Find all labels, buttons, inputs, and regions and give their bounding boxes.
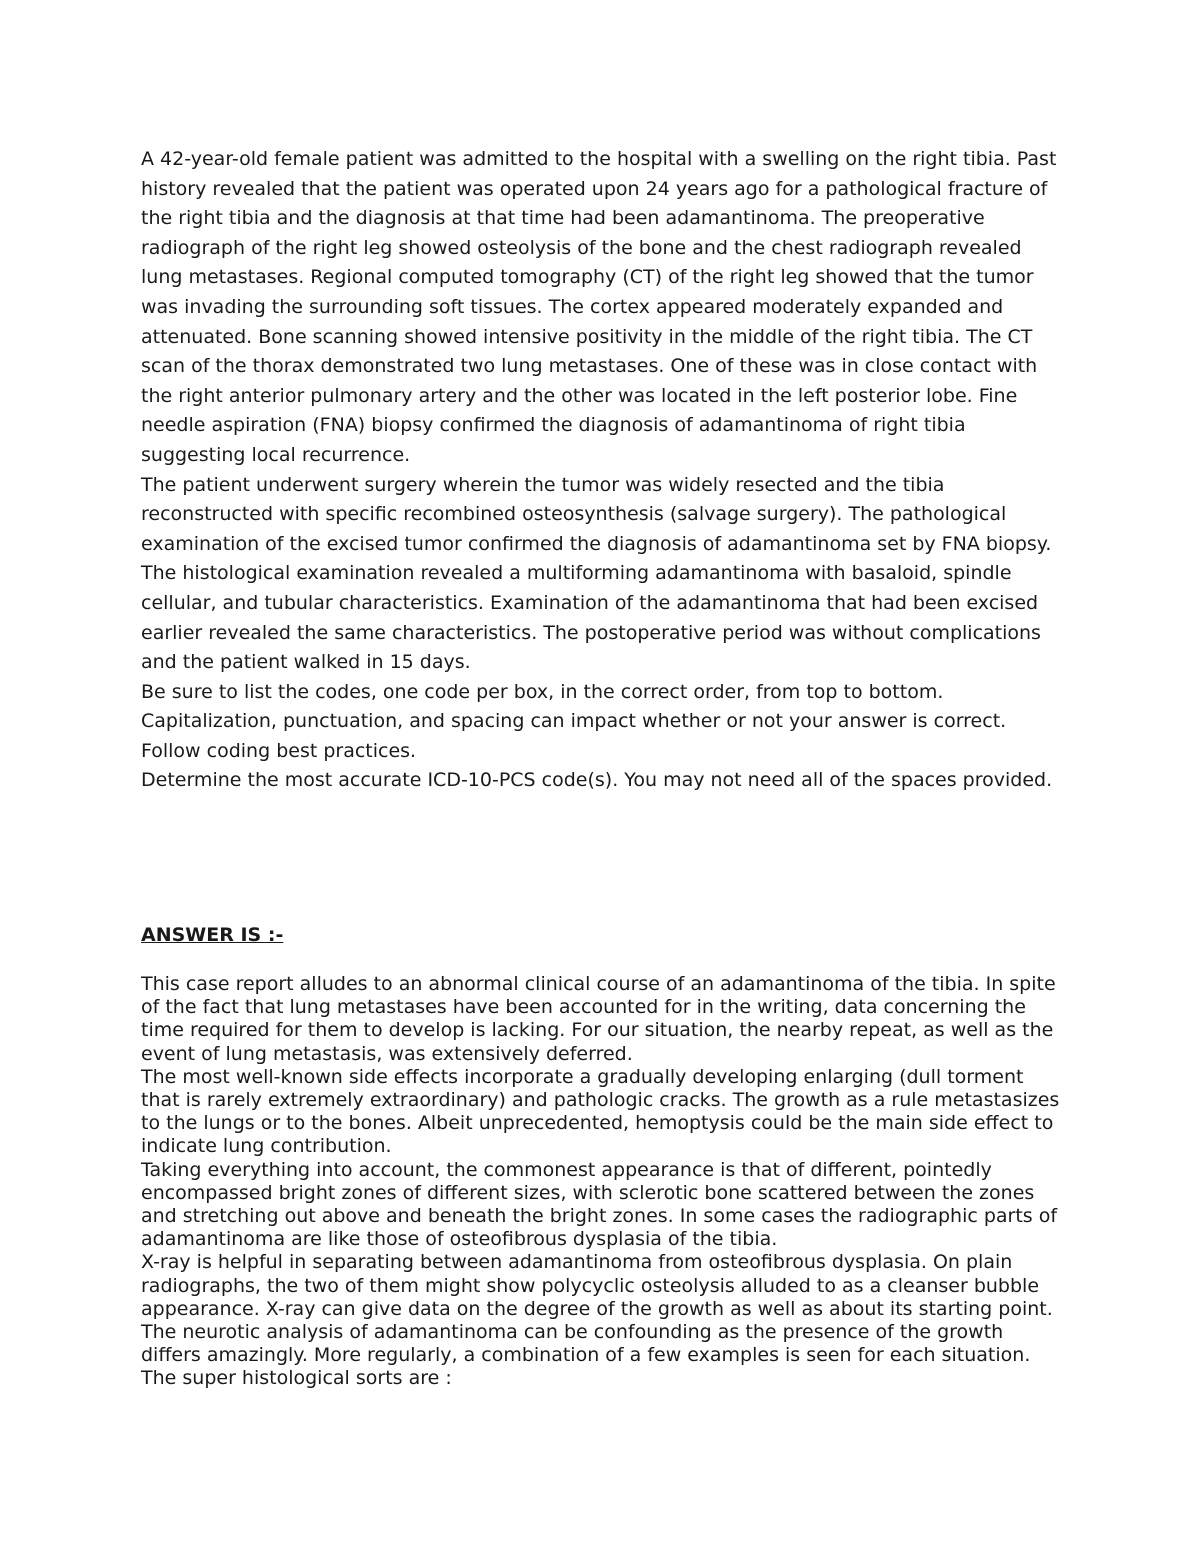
- answer-paragraph: The super histological sorts are :: [141, 1367, 452, 1390]
- question-paragraph-task: Determine the most accurate ICD-10-PCS code(s). You may not need all of the spaces provided.: [141, 769, 1053, 792]
- answer-paragraph: The neurotic analysis of adamantinoma can be confounding as the presence of the growth differs amazingly. More regularly, a combination of a few examples is seen for each situation.: [141, 1321, 1031, 1367]
- answer-paragraph: Taking everything into account, the commonest appearance is that of different, pointedly encompassed bright zones of different sizes, with sclerotic bone scattered between the zones and stretching out above and beneath the bright zones. In some cases the radiographic parts of adamantinoma are like those of osteofibrous dysplasia of the tibia.: [141, 1158, 1058, 1251]
- answer-paragraph: X-ray is helpful in separating between adamantinoma from osteofibrous dysplasia. On plain radiographs, the two of them might show polycyclic osteolysis alluded to as a cleanser bubble appearance. X-ray can give data on the degree of the growth as well as about its starting point.: [141, 1251, 1053, 1320]
- answer-paragraph: This case report alludes to an abnormal clinical course of an adamantinoma of the tibia. In spite of the fact that lung metastases have been accounted for in the writing, data concerning the time required for them to develop is lacking. For our situation, the nearby repeat, as well as the event of lung metastasis, was extensively deferred.: [141, 973, 1056, 1065]
- question-paragraph-case: A 42-year-old female patient was admitted to the hospital with a swelling on the right tibia. Past history revealed that the patient was operated upon 24 years ago for a pathological fracture of the right tibia and the diagnosis at that time had been adamantinoma. The preoperative radiograph of the right leg showed osteolysis of the bone and the chest radiograph revealed lung metastases. Regional computed tomography (CT) of the right leg showed that the tumor was invading the surrounding soft tissues. The cortex appeared moderately expanded and attenuated. Bone scanning showed intensive positivity in the middle of the right tibia. The CT scan of the thorax demonstrated two lung metastases. One of these was in close contact with the right anterior pulmonary artery and the other was located in the left posterior lobe. Fine needle aspiration (FNA) biopsy confirmed the diagnosis of adamantinoma of right tibia suggesting local recurrence.: [141, 148, 1057, 466]
- answer-text: [141, 973, 1066, 1391]
- question-paragraph-surgery: The patient underwent surgery wherein the tumor was widely resected and the tibia reconstructed with specific recombined osteosynthesis (salvage surgery). The pathological examination of the excised tumor confirmed the diagnosis of adamantinoma set by FNA biopsy. The histological examination revealed a multiforming adamantinoma with basaloid, spindle cellular, and tubular characteristics. Examination of the adamantinoma that had been excised earlier revealed the same characteristics. The postoperative period was without complications and the patient walked in 15 days.: [141, 473, 1052, 674]
- question-text: [141, 145, 1066, 796]
- answer-heading: ANSWER IS :-: [141, 924, 284, 946]
- question-paragraph-instructions: Be sure to list the codes, one code per box, in the correct order, from top to bottom. Capitalization, punctuation, and spacing can impact whether or not your answer is correct. Follow coding best practices.: [141, 680, 1007, 762]
- answer-paragraph: The most well-known side effects incorporate a gradually developing enlarging (dull torment that is rarely extremely extraordinary) and pathologic cracks. The growth as a rule metastasizes to the lungs or to the bones. Albeit unprecedented, hemoptysis could be the main side effect to indicate lung contribution.: [141, 1065, 1060, 1158]
